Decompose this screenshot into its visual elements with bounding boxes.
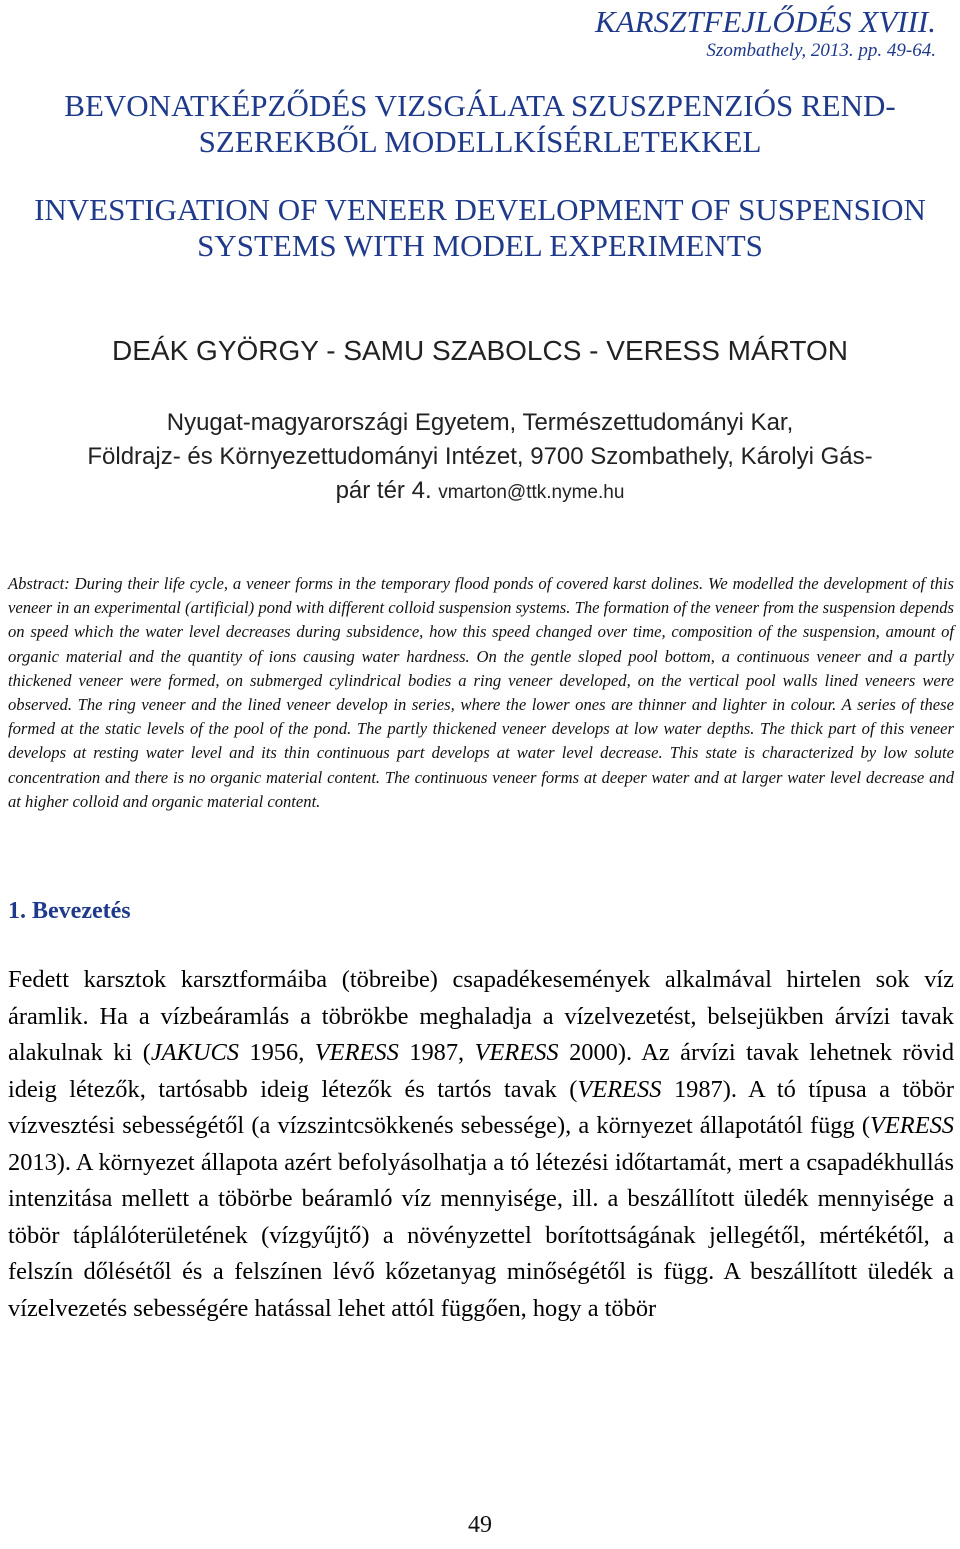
body-text-6: 2013). A környezet állapota azért befolyásolhatja a tó létezési időtartamát, mert a csapadékhullás intenzitása mellett a töbörbe beáramló víz mennyisége, ill. a beszállított üledék mennyisége a töbör táplálóterületének (vízgyűjtő) a növényzettel borítottságának jellegétől, mértékétől, a felszín dőlésétől és a felszínen lévő kőzetanyag minőségétől is függ. A beszállított üledék a vízelvezetés sebességére hatással lehet attól függően, hogy a töbör: [8, 1148, 954, 1322]
journal-header: [595, 4, 936, 62]
section-heading: 1. Bevezetés: [8, 898, 131, 924]
journal-name: KARSZTFEJLŐDÉS XVIII.: [595, 4, 936, 39]
affiliation-line-2: Földrajz- és Környezettudományi Intézet, 9700 Szombathely, Károlyi Gás-: [87, 443, 873, 470]
affiliation-line-1: Nyugat-magyarországi Egyetem, Természettudományi Kar,: [166, 409, 794, 436]
citation-jakucs: JAKUCS: [150, 1039, 239, 1066]
body-text-2: 1956,: [238, 1039, 315, 1066]
title-hungarian-line-2: SZEREKBŐL MODELLKÍSÉRLETEKKEL: [198, 124, 762, 159]
body-text-3: 1987,: [398, 1039, 475, 1066]
body-paragraph: [8, 962, 954, 1327]
title-english-line-1: INVESTIGATION OF VENEER DEVELOPMENT OF SUSPENSION: [34, 192, 926, 227]
authors: DEÁK GYÖRGY - SAMU SZABOLCS - VERESS MÁRTON: [112, 335, 848, 366]
body-text-1: Fedett karsztok karsztformáiba (töbreibe) csapadékesemények alkalmával hirtelen sok víz áramlik. Ha a vízbeáramlás a töbrökbe meghaladja a vízelvezetést, belsejükben árvízi tavak alakulnak ki (: [8, 966, 954, 1066]
citation-veress-4: VERESS: [870, 1112, 954, 1139]
abstract: [8, 572, 954, 814]
title-english: [0, 192, 960, 264]
citation-veress-3: VERESS: [577, 1075, 662, 1103]
title-hungarian-line-1: BEVONATKÉPZŐDÉS VIZSGÁLATA SZUSZPENZIÓS REND-: [64, 88, 896, 123]
page-number: 49: [468, 1512, 492, 1538]
body-text-5: 1987). A tó típusa a töbör vízvesztési sebességétől (a vízszintcsökkenés sebessége), a környezet állapotától függ (: [8, 1075, 954, 1139]
body-text-4: 2000). Az árvízi tavak lehetnek rövid ideig létezők, tartósabb ideig létezők és tartós tavak (: [8, 1039, 955, 1103]
abstract-label: Abstract:: [8, 574, 70, 593]
affiliation-line-3: [0, 474, 960, 510]
abstract-text: During their life cycle, a veneer forms in the temporary flood ponds of covered karst dolines. We modelled the development of this veneer in an experimental (artificial) pond with different colloid suspension systems. The formation of the veneer from the suspension depends on speed which the water level decreases during subsidence, how this speed changed over time, composition of the suspension, amount of organic material and the quantity of ions causing water hardness. On the gentle sloped pool bottom, a continuous veneer and a partly thickened veneer were formed, on submerged cylindrical bodies a ring veneer developed, on the vertical pool walls lined veneers were observed. The ring veneer and the lined veneer develop in series, where the lower ones are thinner and lighter in colour. A series of these formed at the static levels of the pool of the pond. The partly thickened veneer develops at low water depths. The thick part of this veneer develops at resting water level and its thin continuous part develops at water level decrease. This state is characterized by low solute concentration and there is no organic material content. The continuous veneer forms at deeper water and at larger water level decrease and at higher colloid and organic material content.: [8, 574, 954, 811]
email-address: vmarton@ttk.nyme.hu: [438, 482, 625, 503]
affiliation: [0, 406, 960, 510]
title-hungarian: [0, 88, 960, 160]
citation-veress-2: VERESS: [474, 1039, 559, 1066]
journal-location: Szombathely, 2013. pp. 49-64.: [706, 40, 936, 61]
title-english-line-2: SYSTEMS WITH MODEL EXPERIMENTS: [197, 228, 763, 263]
citation-veress-1: VERESS: [314, 1039, 399, 1066]
affiliation-address: pár tér 4.: [335, 477, 432, 504]
